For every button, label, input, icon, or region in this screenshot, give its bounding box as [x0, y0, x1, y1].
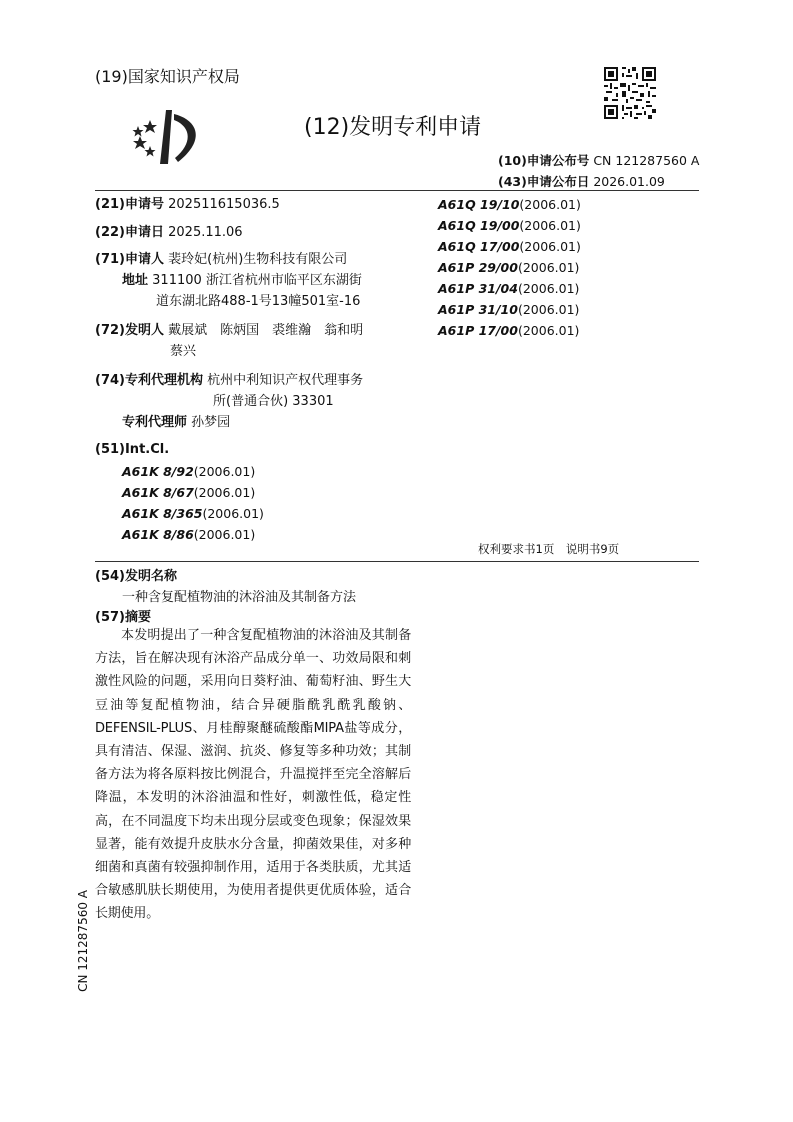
header-divider	[95, 190, 699, 191]
agency-label: (74)专利代理机构	[95, 373, 203, 388]
int-cl-item: A61K 8/92(2006.01)	[122, 464, 256, 479]
page-count-note: 权利要求书1页 说明书9页	[478, 542, 620, 556]
invention-name-label: (54)发明名称	[95, 569, 177, 584]
int-cl-item: A61K 8/365(2006.01)	[122, 506, 264, 521]
address-line-1: 311100 浙江省杭州市临平区东湖街	[152, 273, 362, 288]
publication-date: 2026.01.09	[593, 174, 665, 189]
ipc-item: A61Q 17/00(2006.01)	[438, 239, 581, 254]
publication-date-label: (43)申请公布日	[498, 174, 590, 189]
application-number: 202511615036.5	[168, 197, 280, 212]
side-publication-number: CN 121287560 A	[76, 890, 90, 992]
ipc-item: A61P 31/10(2006.01)	[438, 302, 580, 317]
ipc-item: A61Q 19/00(2006.01)	[438, 218, 581, 233]
applicant-label: (71)申请人	[95, 252, 164, 267]
application-date: 2025.11.06	[168, 225, 243, 240]
inventors-label: (72)发明人	[95, 323, 164, 338]
int-cl-label: (51)Int.Cl.	[95, 442, 170, 457]
inventors-line-1: 戴展斌 陈炳国 裘维瀚 翁和明	[168, 323, 364, 338]
applicant-name: 裴玲妃(杭州)生物科技有限公司	[168, 252, 348, 267]
ipc-item: A61Q 19/10(2006.01)	[438, 197, 581, 212]
publication-number-label: (10)申请公布号	[498, 153, 590, 168]
int-cl-list	[122, 461, 264, 545]
document-type-title: (12)发明专利申请	[304, 115, 482, 140]
ipc-item: A61P 17/00(2006.01)	[438, 323, 580, 338]
invention-name: 一种含复配植物油的沐浴油及其制备方法	[122, 590, 357, 605]
int-cl-item: A61K 8/86(2006.01)	[122, 527, 256, 542]
application-date-label: (22)申请日	[95, 225, 164, 240]
inventors-line-2: 蔡兴	[170, 344, 197, 359]
abstract-text: 本发明提出了一种含复配植物油的沐浴油及其制备方法，旨在解决现有沐浴产品成分单一、功效局限和刺激性风险的问题，采用向日葵籽油、葡萄籽油、野生大豆油等复配植物油，结合异硬脂酰乳酰乳酸钠、DEFENSIL-PLUS、月桂醇聚醚硫酸酯MIPA盐等成分，具有清洁、保湿、滋润、抗炎、修复等多种功效；其制备方法为将各原料按比例混合，升温搅拌至完全溶解后降温，本发明的沐浴油温和性好，刺激性低，稳定性高，在不同温度下均未出现分层或变色现象；保湿效果显著，能有效提升皮肤水分含量，抑菌效果佳，对多种细菌和真菌有较强抑制作用，适用于各类肤质，尤其适合敏感肌肤长期使用，为使用者提供更优质体验，适合长期使用。	[95, 628, 411, 922]
agent-label: 专利代理师	[122, 415, 188, 430]
ipc-right-list	[438, 194, 581, 341]
address-line-2: 道东湖北路488-1号13幢501室-16	[156, 294, 361, 309]
section-divider	[95, 561, 699, 562]
address-label: 地址	[122, 273, 149, 288]
agency-line-2: 所(普通合伙) 33301	[213, 394, 334, 409]
agent-name: 孙梦园	[191, 415, 231, 430]
ipc-item: A61P 31/04(2006.01)	[438, 281, 580, 296]
int-cl-item: A61K 8/67(2006.01)	[122, 485, 256, 500]
ipc-item: A61P 29/00(2006.01)	[438, 260, 580, 275]
agency-line-1: 杭州中利知识产权代理事务	[207, 373, 364, 388]
issuing-office: (19)国家知识产权局	[95, 67, 240, 86]
publication-number: CN 121287560 A	[593, 153, 700, 168]
cnipa-logo-icon	[128, 106, 208, 168]
application-number-label: (21)申请号	[95, 197, 164, 212]
abstract-label: (57)摘要	[95, 610, 151, 625]
qr-code-icon	[604, 67, 656, 119]
